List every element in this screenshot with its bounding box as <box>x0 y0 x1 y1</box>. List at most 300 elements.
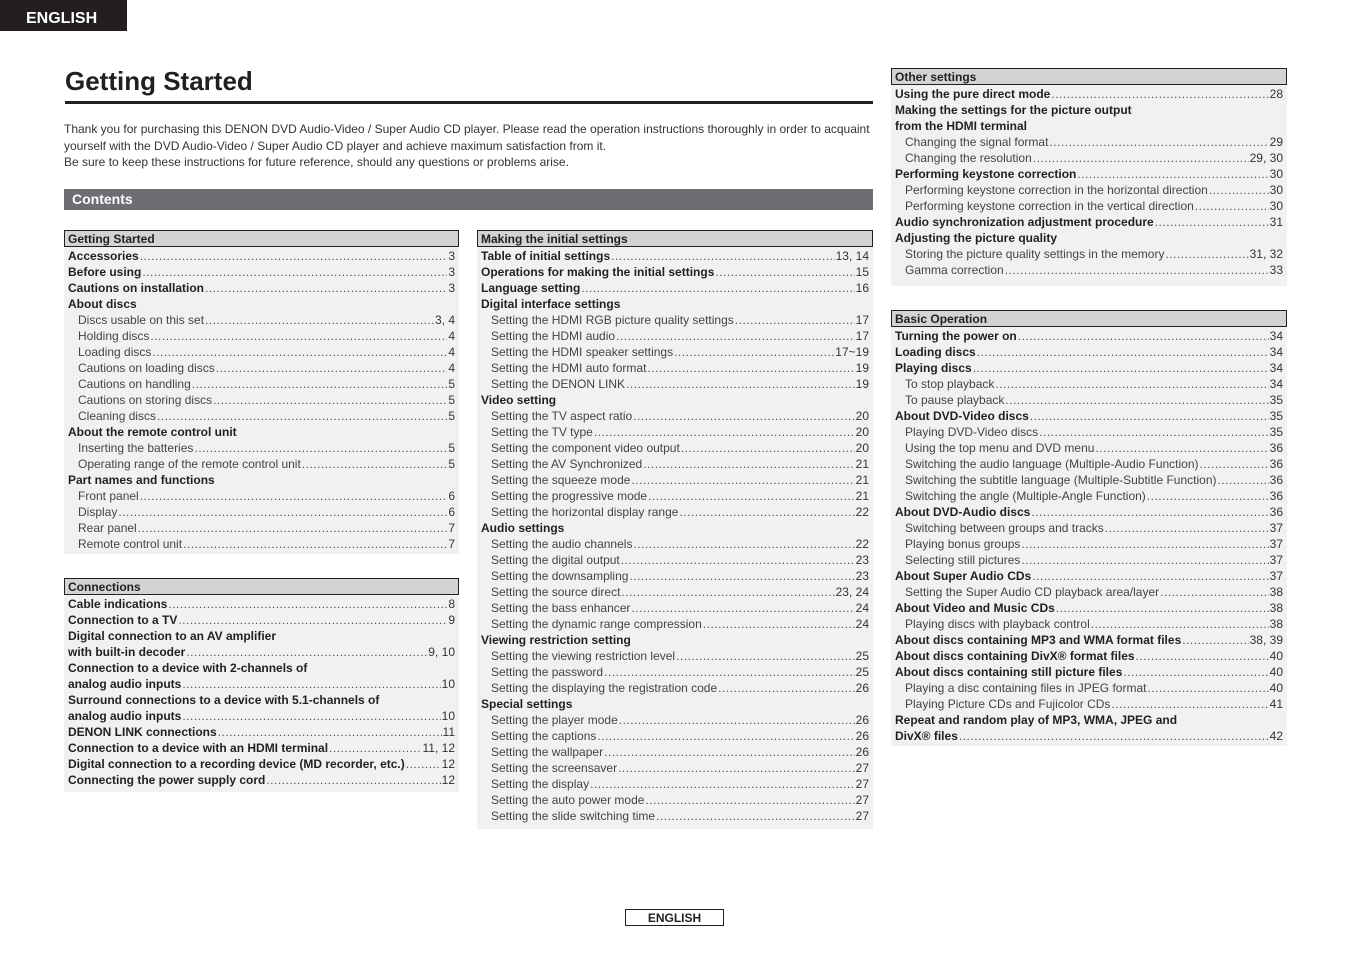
toc-entry[interactable] <box>481 264 869 280</box>
toc-entry[interactable] <box>895 182 1283 198</box>
toc-subheading <box>481 696 869 712</box>
dot-leader <box>676 648 855 664</box>
toc-entry[interactable] <box>895 568 1283 584</box>
toc-section-other-settings <box>891 68 1287 286</box>
dot-leader <box>1049 134 1268 150</box>
toc-entry-title: Setting the password <box>491 665 604 679</box>
dot-leader <box>1030 408 1269 424</box>
toc-entry-title: Setting the viewing restriction level <box>491 649 676 663</box>
toc-entry-title: Connecting the power supply cord <box>68 773 266 787</box>
toc-entry-page: 10 <box>441 677 455 691</box>
toc-entry[interactable] <box>68 408 455 424</box>
toc-entry[interactable] <box>68 440 455 456</box>
toc-entry[interactable] <box>895 376 1283 392</box>
toc-entry-list <box>64 248 459 556</box>
toc-subheading <box>68 692 455 708</box>
toc-entry[interactable] <box>68 392 455 408</box>
toc-entry[interactable] <box>481 552 869 568</box>
toc-subheading <box>68 628 455 644</box>
toc-entry[interactable] <box>68 248 455 264</box>
toc-entry-title: Setting the digital output <box>491 553 620 567</box>
toc-entry-title: Operating range of the remote control unit <box>78 457 301 471</box>
toc-entry-page: 3 <box>448 249 455 263</box>
toc-entry[interactable] <box>895 328 1283 344</box>
toc-entry-title: Front panel <box>78 489 139 503</box>
toc-entry-page: 27 <box>855 761 869 775</box>
dot-leader <box>266 772 440 788</box>
toc-entry-title: Setting the squeeze mode <box>491 473 631 487</box>
toc-entry[interactable] <box>895 150 1283 166</box>
toc-entry-title: Playing Picture CDs and Fujicolor CDs <box>905 697 1111 711</box>
toc-entry[interactable] <box>481 504 869 520</box>
toc-entry-title: Remote control unit <box>78 537 183 551</box>
toc-entry[interactable] <box>895 488 1283 504</box>
toc-entry[interactable] <box>895 616 1283 632</box>
toc-entry-page: 27 <box>855 809 869 823</box>
toc-entry-page: 22 <box>855 537 869 551</box>
toc-entry[interactable] <box>481 616 869 632</box>
toc-entry-title: Performing keystone correction in the horizontal direction <box>905 183 1208 197</box>
dot-leader <box>604 664 855 680</box>
dot-leader <box>973 360 1269 376</box>
toc-entry[interactable] <box>68 536 455 552</box>
dot-leader <box>633 536 854 552</box>
toc-entry[interactable] <box>68 264 455 280</box>
toc-entry-list <box>477 248 873 828</box>
toc-entry[interactable] <box>481 728 869 744</box>
toc-entry[interactable] <box>481 248 869 264</box>
toc-entry[interactable] <box>68 504 455 520</box>
dot-leader <box>1005 392 1268 408</box>
toc-entry-page: 31, 32 <box>1249 247 1283 261</box>
toc-entry[interactable] <box>895 424 1283 440</box>
toc-entry-page: 17 <box>855 313 869 327</box>
toc-entry[interactable] <box>68 488 455 504</box>
toc-entry-page: 21 <box>855 457 869 471</box>
toc-entry-title: Switching the angle (Multiple-Angle Function) <box>905 489 1146 503</box>
toc-entry-title: analog audio inputs <box>68 709 182 723</box>
toc-entry[interactable] <box>481 808 869 824</box>
toc-entry-title: Digital connection to an AV amplifier <box>68 629 277 643</box>
toc-entry[interactable] <box>895 166 1283 182</box>
toc-entry[interactable] <box>895 198 1283 214</box>
dot-leader <box>1136 648 1269 664</box>
toc-entry[interactable] <box>895 262 1283 278</box>
toc-entry[interactable] <box>895 696 1283 712</box>
toc-entry[interactable] <box>481 760 869 776</box>
toc-entry-list <box>891 328 1287 748</box>
toc-entry-page: 3, 4 <box>434 313 455 327</box>
dot-leader <box>647 360 854 376</box>
toc-entry-title: About Video and Music CDs <box>895 601 1055 615</box>
toc-entry-page: 27 <box>855 793 869 807</box>
toc-entry-title: Cleaning discs <box>78 409 157 423</box>
toc-entry[interactable] <box>481 312 869 328</box>
toc-entry[interactable] <box>68 280 455 296</box>
toc-entry[interactable] <box>895 600 1283 616</box>
toc-entry-page: 11 <box>442 725 455 739</box>
toc-entry-page: 38 <box>1269 617 1283 631</box>
dot-leader <box>138 520 448 536</box>
toc-subheading <box>481 392 869 408</box>
toc-entry-title: Connection to a device with an HDMI terminal <box>68 741 329 755</box>
dot-leader <box>735 312 855 328</box>
toc-entry[interactable] <box>481 360 869 376</box>
toc-entry[interactable] <box>481 712 869 728</box>
toc-entry-title: Cautions on loading discs <box>78 361 215 375</box>
dot-leader <box>1056 600 1269 616</box>
toc-entry-page: 31 <box>1269 215 1283 229</box>
toc-entry[interactable] <box>481 440 869 456</box>
toc-entry-title: Discs usable on this set <box>78 313 205 327</box>
toc-entry-page: 22 <box>855 505 869 519</box>
toc-entry-page: 30 <box>1269 183 1283 197</box>
toc-entry-page: 26 <box>855 729 869 743</box>
toc-entry-title: Cable indications <box>68 597 168 611</box>
toc-entry-page: 12 <box>441 773 455 787</box>
toc-entry[interactable] <box>68 312 455 328</box>
toc-entry-page: 4 <box>448 345 455 359</box>
dot-leader <box>150 328 447 344</box>
toc-entry[interactable] <box>481 600 869 616</box>
toc-entry-page: 36 <box>1269 441 1283 455</box>
toc-entry-page: 29 <box>1269 135 1283 149</box>
toc-entry-title: analog audio inputs <box>68 677 182 691</box>
toc-entry[interactable] <box>481 328 869 344</box>
toc-entry[interactable] <box>481 472 869 488</box>
toc-entry-page: 21 <box>855 489 869 503</box>
dot-leader <box>1005 262 1269 278</box>
dot-leader <box>631 472 854 488</box>
toc-entry-page: 5 <box>448 457 455 471</box>
dot-leader <box>118 504 447 520</box>
dot-leader <box>959 728 1269 744</box>
toc-entry-title: Playing bonus groups <box>905 537 1021 551</box>
toc-entry-page: 27 <box>855 777 869 791</box>
toc-entry[interactable] <box>68 596 455 612</box>
toc-entry-page: 38 <box>1269 601 1283 615</box>
toc-entry[interactable] <box>481 792 869 808</box>
toc-entry-title: Performing keystone correction in the vertical direction <box>905 199 1194 213</box>
toc-entry-title: Cautions on handling <box>78 377 191 391</box>
toc-entry[interactable] <box>895 648 1283 664</box>
toc-entry-title: Cautions on installation <box>68 281 205 295</box>
toc-entry-page: 10 <box>441 709 455 723</box>
toc-entry-page: 38 <box>1269 585 1283 599</box>
toc-entry-title: Loading discs <box>895 345 976 359</box>
toc-entry-title: Setting the screensaver <box>491 761 618 775</box>
toc-section-header: Making the initial settings <box>477 230 873 247</box>
toc-entry[interactable] <box>68 740 455 756</box>
dot-leader <box>1147 488 1269 504</box>
dot-leader <box>140 488 448 504</box>
toc-entry-page: 12 <box>441 757 455 771</box>
toc-entry[interactable] <box>481 680 869 696</box>
toc-entry[interactable] <box>481 280 869 296</box>
toc-entry-list <box>891 86 1287 282</box>
dot-leader <box>1123 664 1268 680</box>
toc-entry-title: Setting the HDMI auto format <box>491 361 647 375</box>
toc-entry[interactable] <box>481 424 869 440</box>
toc-entry[interactable] <box>895 214 1283 230</box>
toc-entry-title: Changing the signal format <box>905 135 1049 149</box>
dot-leader <box>1200 456 1269 472</box>
toc-entry-title: Setting the player mode <box>491 713 618 727</box>
dot-leader <box>1111 696 1268 712</box>
page-title: Getting Started <box>65 66 873 104</box>
toc-entry-title: Rear panel <box>78 521 137 535</box>
toc-subheading <box>895 230 1283 246</box>
toc-subheading <box>481 296 869 312</box>
toc-section-header: Basic Operation <box>891 310 1287 327</box>
toc-entry-page: 9 <box>448 613 455 627</box>
toc-entry-page: 9, 10 <box>428 645 455 659</box>
toc-entry-title: Setting the Super Audio CD playback area/layer <box>905 585 1160 599</box>
toc-entry-title: Setting the captions <box>491 729 597 743</box>
dot-leader <box>648 488 855 504</box>
dot-leader <box>406 756 441 772</box>
toc-entry-page: 34 <box>1269 361 1283 375</box>
toc-entry[interactable] <box>481 648 869 664</box>
toc-entry[interactable] <box>481 584 869 600</box>
toc-entry[interactable] <box>68 360 455 376</box>
toc-entry-title: DivX® files <box>895 729 958 743</box>
toc-entry-page: 41 <box>1269 697 1283 711</box>
toc-entry-page: 42 <box>1269 729 1283 743</box>
toc-entry[interactable] <box>895 520 1283 536</box>
toc-entry-page: 35 <box>1269 393 1283 407</box>
dot-leader <box>1155 214 1269 230</box>
toc-entry-page: 36 <box>1269 505 1283 519</box>
toc-entry[interactable] <box>68 772 455 788</box>
toc-entry-title: Playing DVD-Video discs <box>905 425 1039 439</box>
toc-entry[interactable] <box>895 134 1283 150</box>
toc-section-connections <box>64 578 459 792</box>
toc-entry[interactable] <box>895 472 1283 488</box>
toc-section-header: Getting Started <box>64 230 459 247</box>
toc-entry-title: Gamma correction <box>905 263 1004 277</box>
dot-leader <box>218 724 442 740</box>
toc-entry[interactable] <box>481 488 869 504</box>
dot-leader <box>168 596 447 612</box>
toc-subheading <box>481 520 869 536</box>
toc-entry-title: About Super Audio CDs <box>895 569 1032 583</box>
dot-leader <box>995 376 1268 392</box>
toc-entry-page: 35 <box>1269 425 1283 439</box>
toc-entry[interactable] <box>895 86 1283 102</box>
toc-entry[interactable] <box>895 632 1283 648</box>
toc-entry-title: DENON LINK connections <box>68 725 217 739</box>
toc-entry-title: Repeat and random play of MP3, WMA, JPEG and <box>895 713 1178 727</box>
toc-entry-title: Table of initial settings <box>481 249 611 263</box>
toc-entry-title: Language setting <box>481 281 581 295</box>
toc-entry-page: 13, 14 <box>835 249 869 263</box>
toc-entry-title: Display <box>78 505 118 519</box>
toc-entry-page: 25 <box>855 649 869 663</box>
toc-entry-page: 26 <box>855 681 869 695</box>
toc-entry-page: 5 <box>448 393 455 407</box>
toc-entry-title: Setting the DENON LINK <box>491 377 626 391</box>
toc-entry[interactable] <box>895 440 1283 456</box>
toc-entry-title: About DVD-Audio discs <box>895 505 1031 519</box>
toc-entry[interactable] <box>481 536 869 552</box>
dot-leader <box>681 440 855 456</box>
toc-entry-page: 38, 39 <box>1249 633 1283 647</box>
toc-entry-page: 5 <box>448 377 455 391</box>
toc-entry[interactable] <box>895 552 1283 568</box>
dot-leader <box>1147 680 1268 696</box>
toc-entry[interactable] <box>895 392 1283 408</box>
toc-entry-title: Surround connections to a device with 5.1-channels of <box>68 693 380 707</box>
toc-entry-page: 36 <box>1269 457 1283 471</box>
dot-leader <box>703 616 855 632</box>
toc-entry-title: Performing keystone correction <box>895 167 1077 181</box>
toc-entry[interactable] <box>481 776 869 792</box>
toc-entry[interactable] <box>895 360 1283 376</box>
toc-entry-page: 34 <box>1269 329 1283 343</box>
toc-entry-page: 29, 30 <box>1249 151 1283 165</box>
toc-entry[interactable] <box>481 456 869 472</box>
toc-entry[interactable] <box>68 708 455 724</box>
toc-entry[interactable] <box>68 344 455 360</box>
toc-entry-title: Setting the display <box>491 777 590 791</box>
toc-entry[interactable] <box>895 536 1283 552</box>
dot-leader <box>618 760 855 776</box>
toc-entry-title: Changing the resolution <box>905 151 1032 165</box>
toc-entry-page: 36 <box>1269 473 1283 487</box>
toc-entry[interactable] <box>895 584 1283 600</box>
toc-entry[interactable] <box>895 728 1283 744</box>
toc-entry[interactable] <box>481 664 869 680</box>
dot-leader <box>183 536 447 552</box>
toc-entry[interactable] <box>68 612 455 628</box>
toc-entry-title: Adjusting the picture quality <box>895 231 1058 245</box>
toc-entry-page: 34 <box>1269 345 1283 359</box>
toc-entry[interactable] <box>68 456 455 472</box>
toc-entry-page: 35 <box>1269 409 1283 423</box>
toc-entry-title: Holding discs <box>78 329 150 343</box>
toc-entry-page: 8 <box>448 597 455 611</box>
dot-leader <box>178 612 447 628</box>
toc-entry[interactable] <box>895 408 1283 424</box>
toc-entry-page: 17~19 <box>835 345 869 359</box>
toc-entry[interactable] <box>68 756 455 772</box>
toc-entry-title: Setting the source direct <box>491 585 621 599</box>
toc-entry-title: Playing discs with playback control <box>905 617 1090 631</box>
dot-leader <box>1021 552 1268 568</box>
toc-entry[interactable] <box>481 744 869 760</box>
toc-entry-title: Viewing restriction setting <box>481 633 631 647</box>
dot-leader <box>621 552 855 568</box>
dot-leader <box>581 280 854 296</box>
toc-entry-page: 23 <box>855 569 869 583</box>
dot-leader <box>182 708 440 724</box>
dot-leader <box>1077 166 1268 182</box>
toc-entry-title: Accessories <box>68 249 139 263</box>
toc-entry[interactable] <box>895 344 1283 360</box>
toc-subheading <box>895 118 1283 134</box>
toc-entry-title: Playing discs <box>895 361 972 375</box>
dot-leader <box>645 792 854 808</box>
toc-entry[interactable] <box>68 328 455 344</box>
dot-leader <box>1031 504 1268 520</box>
dot-leader <box>604 744 855 760</box>
dot-leader <box>629 568 854 584</box>
dot-leader <box>715 264 854 280</box>
toc-entry-title: Setting the progressive mode <box>491 489 648 503</box>
toc-entry[interactable] <box>481 568 869 584</box>
toc-entry-page: 19 <box>855 377 869 391</box>
contents-heading: Contents <box>64 189 873 210</box>
toc-section-header: Other settings <box>891 68 1287 85</box>
toc-entry-title: Setting the wallpaper <box>491 745 604 759</box>
toc-entry-title: Special settings <box>481 697 573 711</box>
toc-entry[interactable] <box>68 520 455 536</box>
toc-entry-page: 23, 24 <box>835 585 869 599</box>
toc-entry-title: Using the pure direct mode <box>895 87 1051 101</box>
toc-entry-page: 17 <box>855 329 869 343</box>
toc-entry-page: 6 <box>448 505 455 519</box>
toc-entry[interactable] <box>895 664 1283 680</box>
dot-leader <box>1182 632 1248 648</box>
toc-entry-title: Setting the downsampling <box>491 569 629 583</box>
toc-entry-page: 3 <box>448 265 455 279</box>
toc-entry[interactable] <box>481 344 869 360</box>
toc-entry[interactable] <box>68 724 455 740</box>
dot-leader <box>626 376 855 392</box>
toc-entry[interactable] <box>481 376 869 392</box>
toc-entry-page: 37 <box>1269 521 1283 535</box>
dot-leader <box>1218 472 1269 488</box>
dot-leader <box>1039 424 1268 440</box>
toc-entry[interactable] <box>895 246 1283 262</box>
toc-entry-page: 11, 12 <box>422 741 455 755</box>
toc-entry[interactable] <box>68 644 455 660</box>
dot-leader <box>1095 440 1268 456</box>
toc-entry[interactable] <box>68 376 455 392</box>
toc-entry[interactable] <box>895 504 1283 520</box>
dot-leader <box>1032 568 1268 584</box>
toc-entry[interactable] <box>481 408 869 424</box>
dot-leader <box>977 344 1269 360</box>
dot-leader <box>1209 182 1269 198</box>
dot-leader <box>643 456 854 472</box>
dot-leader <box>1160 584 1268 600</box>
toc-entry[interactable] <box>68 676 455 692</box>
toc-entry-title: Digital interface settings <box>481 297 621 311</box>
language-tab: ENGLISH <box>0 0 127 31</box>
toc-subheading <box>68 472 455 488</box>
toc-entry[interactable] <box>895 680 1283 696</box>
toc-entry-page: 37 <box>1269 569 1283 583</box>
toc-entry-list <box>64 596 459 792</box>
toc-entry-title: About DVD-Video discs <box>895 409 1029 423</box>
dot-leader <box>656 808 855 824</box>
dot-leader <box>619 712 855 728</box>
toc-entry-title: Setting the HDMI RGB picture quality settings <box>491 313 734 327</box>
toc-entry-title: with built-in decoder <box>68 645 186 659</box>
dot-leader <box>152 344 447 360</box>
toc-entry[interactable] <box>895 456 1283 472</box>
toc-entry-page: 26 <box>855 745 869 759</box>
toc-entry-page: 7 <box>448 537 455 551</box>
intro-paragraph-2: Be sure to keep these instructions for future reference, should any questions or problems arise. <box>64 155 569 169</box>
toc-entry-page: 21 <box>855 473 869 487</box>
dot-leader <box>140 248 448 264</box>
dot-leader <box>1021 536 1268 552</box>
dot-leader <box>594 424 855 440</box>
toc-entry-page: 5 <box>448 441 455 455</box>
